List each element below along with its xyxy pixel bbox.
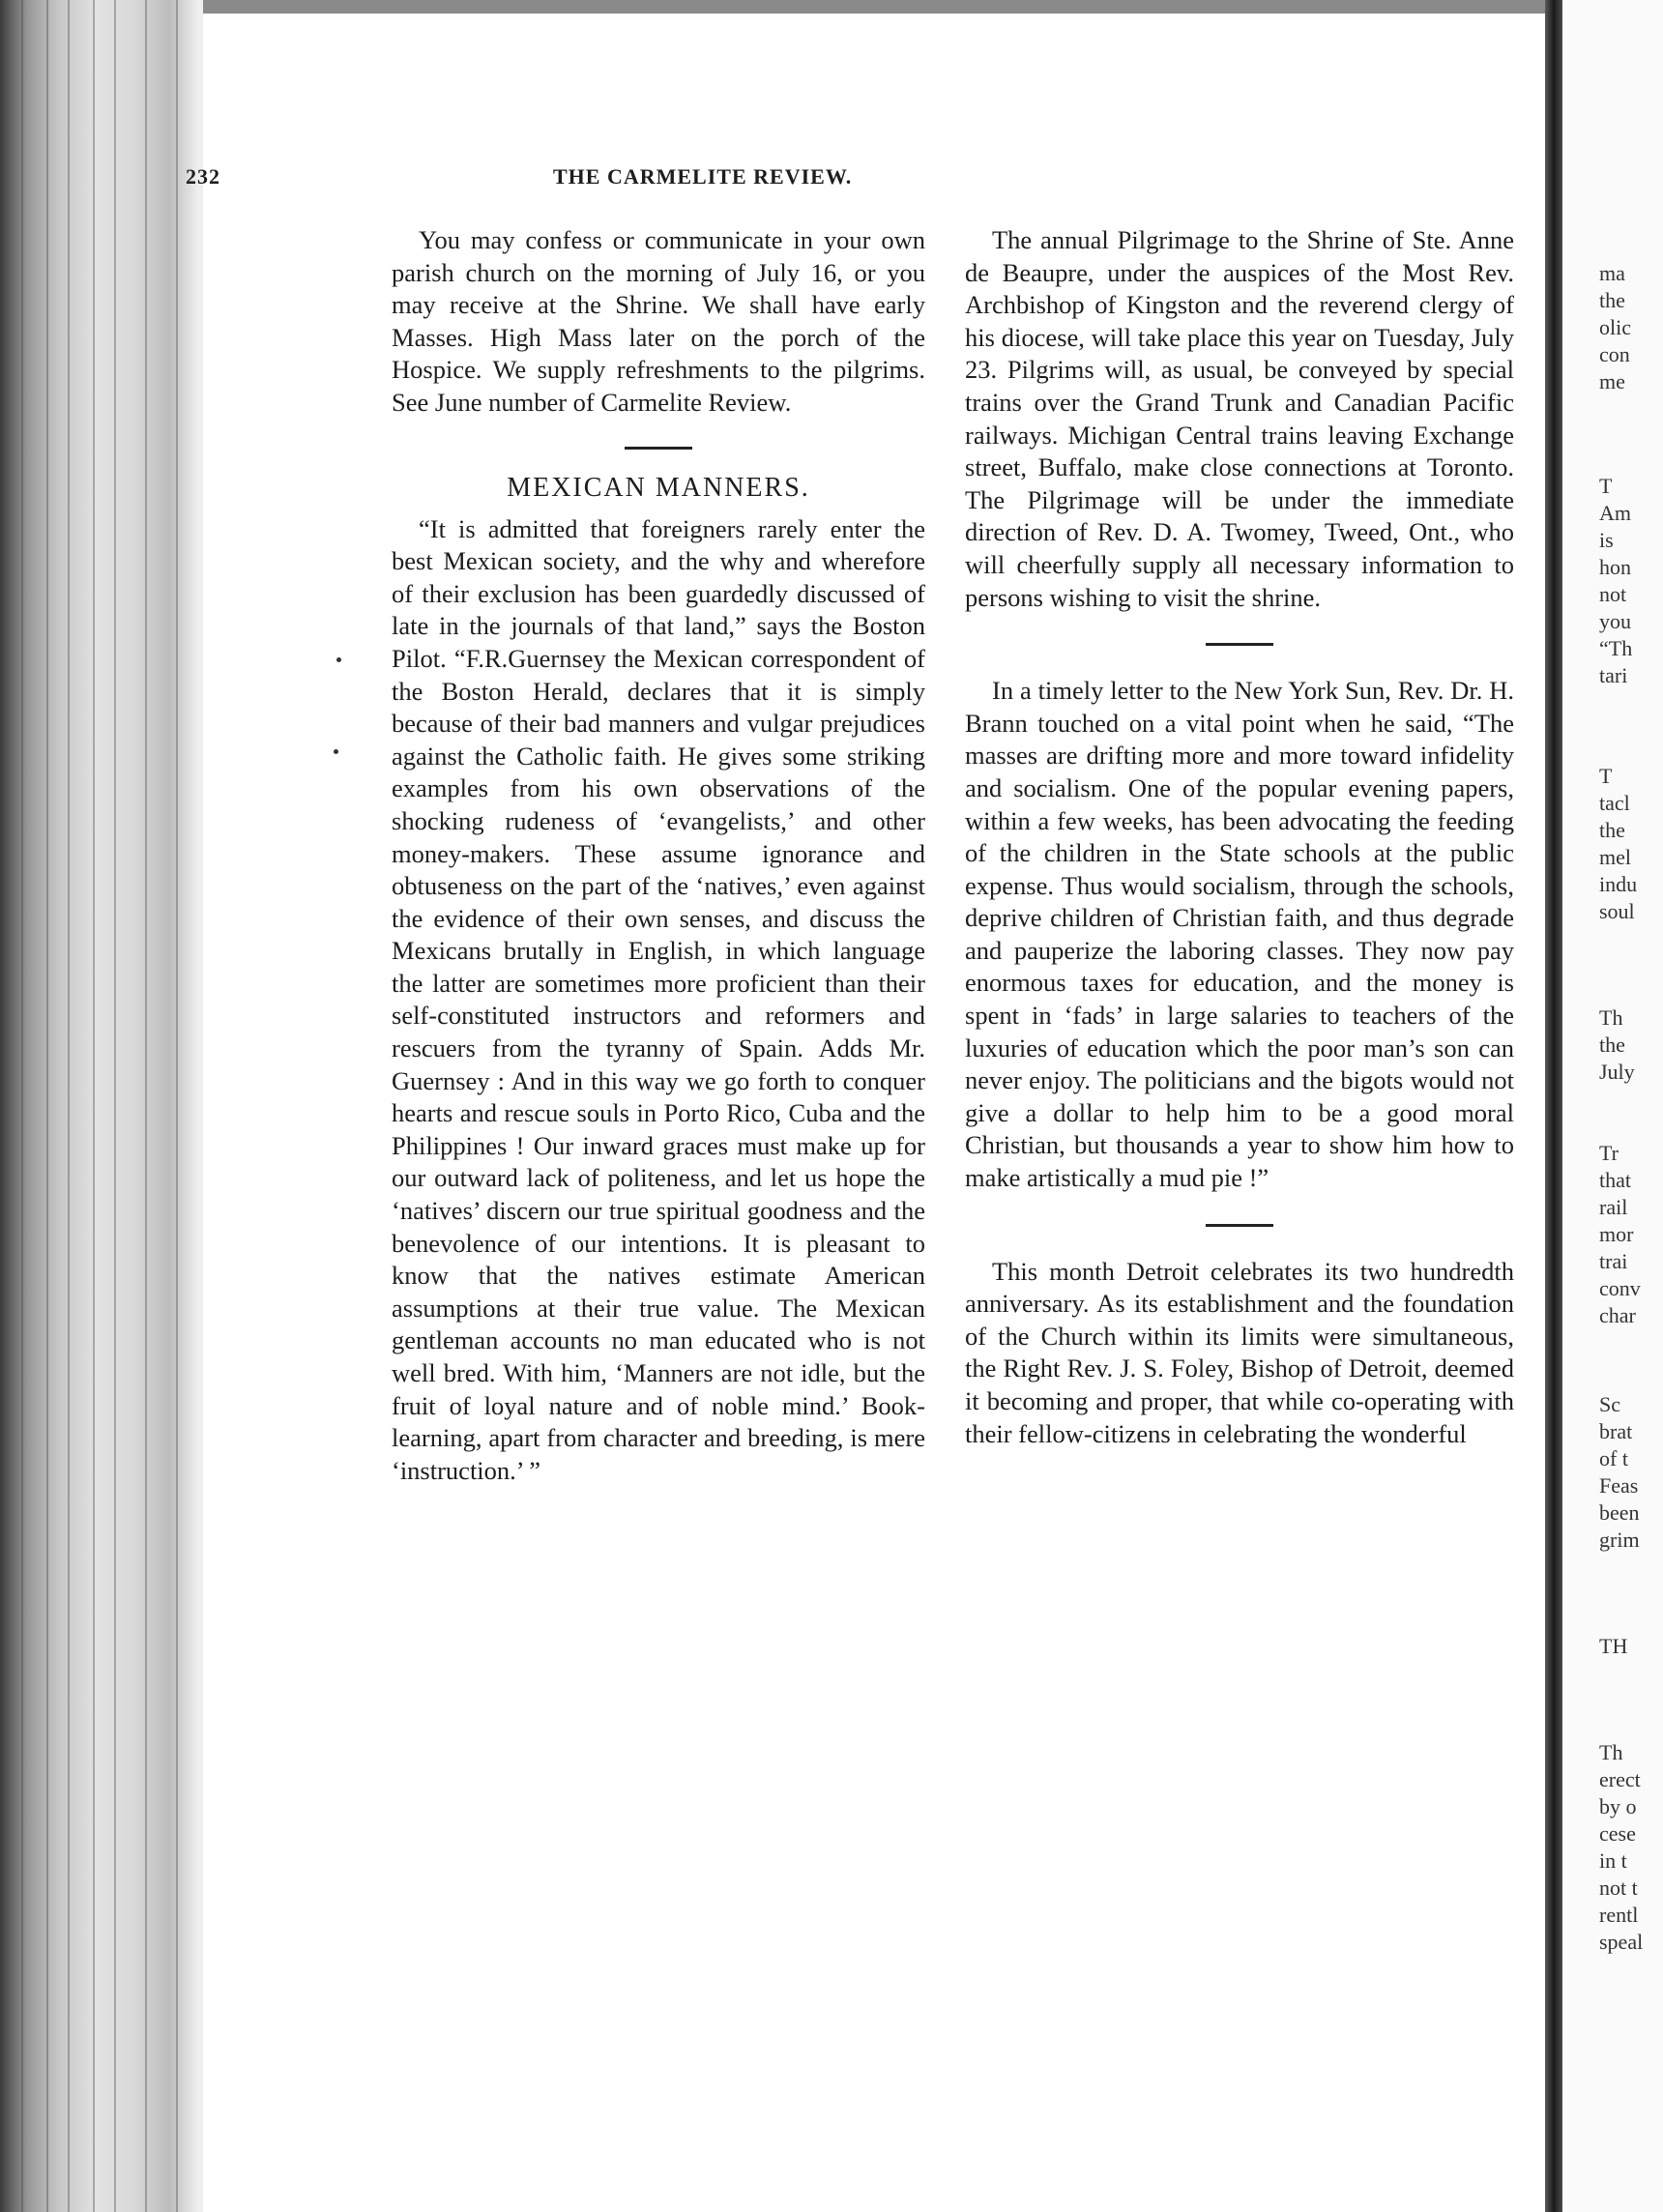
facing-page-text-fragment: hon [1599, 555, 1631, 579]
margin-speck [334, 749, 338, 754]
facing-page-text-fragment: char [1599, 1303, 1636, 1327]
facing-page-text-fragment: T [1599, 764, 1613, 788]
facing-page-text-fragment: trai [1599, 1249, 1628, 1273]
facing-page-text-fragment: Feas [1599, 1473, 1639, 1498]
scan-top-band [0, 0, 1663, 14]
facing-page-text-fragment: brat [1599, 1419, 1633, 1443]
facing-page-text-fragment: been [1599, 1500, 1640, 1525]
facing-page-text-fragment: olic [1599, 315, 1631, 339]
facing-page-text-fragment: the [1599, 288, 1625, 312]
facing-page-text-fragment: grim [1599, 1528, 1640, 1552]
facing-page-text-fragment: me [1599, 369, 1625, 393]
shrine-notice-paragraph: You may confess or communicate in your own parish church on the morning of July 16, or you may receive at the Shrine. We shall have early Masses. High Mass later on the porch of the Hospice. We supply refreshments to the pilgrims. See June number of Carmelite Review. [392, 225, 925, 417]
book-gutter [1545, 0, 1562, 2212]
facing-page-text-fragment: mor [1599, 1222, 1634, 1246]
facing-page-text-fragment: tacl [1599, 791, 1630, 815]
right-column [965, 224, 1514, 1450]
facing-page-text-fragment: of t [1599, 1446, 1628, 1470]
mexican-manners-paragraph: “It is admitted that foreigners rarely enter the best Mexican society, and the why and wherefore of their exclusion has been guardedly discussed of late in the journals of that land,” says the Boston Pilot. “F.R.Guernsey the Mexican correspondent of the Boston Herald, declares that it is simply because of their bad manners and vulgar prejudices against the Catholic faith. He gives some striking examples from his own observations of the shocking rudeness of ‘evangelists,’ and other money-makers. These assume ignorance and obtuseness on the part of the ‘natives,’ even against the evidence of their own senses, and discuss the Mexicans brutally in English, in which language the latter are sometimes more proficient than their self-constituted instructors and reformers and rescuers from the tyranny of Spain. Adds Mr. Guernsey : And in this way we go forth to conquer hearts and rescue souls in Porto Rico, Cuba and the Philippines ! Our inward graces must make up for our outward lack of politeness, and let us hope the ‘natives’ discern our true spiritual goodness and the benevolence of our intentions. It is pleasant to know that the natives estimate American assumptions at their true value. The Mexican gentleman accounts no man educated who is not well bred. With him, ‘Manners are not idle, but the fruit of loyal nature and of noble mind.’ Book-learning, apart from character and breeding, is mere ‘instruction.’ ” [392, 513, 925, 1485]
detroit-anniversary-paragraph: This month Detroit celebrates its two hundredth anniversary. As its establishment and the foundation of the Church within its limits were simultaneous, the Right Rev. J. S. Foley, Bishop of Detroit, deemed it becoming and proper, that while co-operating with their fellow-citizens in celebrating the wonderful [965, 1256, 1514, 1448]
facing-page-text-fragment: soul [1599, 899, 1635, 923]
facing-page-text-fragment: rentl [1599, 1903, 1639, 1927]
facing-page-text-fragment: in t [1599, 1848, 1627, 1873]
facing-page-text-fragment: con [1599, 342, 1630, 366]
brann-letter-paragraph: In a timely letter to the New York Sun, Rev. Dr. H. Brann touched on a vital point when he said, “The masses are drifting more and more toward infidelity and socialism. One of the popular evening papers, within a few weeks, has been advocating the feeding of the children in the State schools at the public expense. Thus would socialism, through the schools, deprive children of Christian faith, and thus degrade and pauperize the laboring classes. They now pay enormous taxes for education, and the money is spent in ‘fads’ in large salaries to teachers of the luxuries of education which the poor man’s son can never enjoy. The politicians and the bigots would not give a dollar to help him to be a good moral Christian, but thousands a year to show him how to make artistically a mud pie !” [965, 676, 1514, 1193]
facing-page-text-fragment: Tr [1599, 1141, 1619, 1165]
facing-page-text-fragment: is [1599, 528, 1614, 552]
facing-page-text-fragment: by o [1599, 1794, 1637, 1819]
facing-page-text-fragment: cese [1599, 1821, 1636, 1846]
facing-page-text-fragment: not [1599, 582, 1627, 606]
facing-page-text-fragment: Th [1599, 1740, 1623, 1764]
article-heading: MEXICAN MANNERS. [507, 472, 810, 503]
facing-page-text-fragment: not t [1599, 1876, 1638, 1900]
facing-page [1562, 0, 1663, 2212]
page-number: 232 [186, 164, 220, 189]
facing-page-text-fragment: speal [1599, 1930, 1644, 1954]
facing-page-text-fragment: July [1599, 1060, 1635, 1084]
facing-page-text-fragment: the [1599, 818, 1625, 842]
facing-page-text-fragment: “Th [1599, 636, 1633, 660]
facing-page-text-fragment: Am [1599, 501, 1631, 525]
facing-page-text-fragment: ma [1599, 261, 1625, 285]
left-column [392, 224, 925, 1487]
facing-page-text-fragment: you [1599, 609, 1631, 633]
facing-page-text-fragment: that [1599, 1168, 1631, 1192]
facing-page-text-fragment: T [1599, 474, 1613, 498]
facing-page-text-fragment: indu [1599, 872, 1638, 896]
facing-page-text-fragment: rail [1599, 1195, 1628, 1219]
facing-page-text-fragment: TH [1599, 1634, 1628, 1658]
facing-page-text-fragment: the [1599, 1033, 1625, 1057]
book-page-edges [0, 0, 203, 2212]
facing-page-text-fragment: erect [1599, 1767, 1641, 1791]
margin-speck [336, 657, 341, 662]
facing-page-text-fragment: conv [1599, 1276, 1641, 1300]
facing-page-text-fragment: Th [1599, 1005, 1623, 1030]
pilgrimage-paragraph: The annual Pilgrimage to the Shrine of Ste. Anne de Beaupre, under the auspices of the Most Rev. Archbishop of Kingston and the reverend clergy of his diocese, will take place this year on Tuesday, July 23. Pilgrims will, as usual, be conveyed by special trains over the Grand Trunk and Canadian Pacific railways. Michigan Central trains leaving Exchange street, Buffalo, make close connections at Toronto. The Pilgrimage will be under the immediate direction of Rev. D. A. Twomey, Tweed, Ont., who will cheerfully supply all necessary information to persons wishing to visit the shrine. [965, 225, 1514, 612]
facing-page-text-fragment: mel [1599, 845, 1631, 869]
facing-page-text-fragment: tari [1599, 663, 1628, 687]
facing-page-text-fragment: Sc [1599, 1392, 1620, 1416]
running-head: THE CARMELITE REVIEW. [553, 164, 853, 189]
